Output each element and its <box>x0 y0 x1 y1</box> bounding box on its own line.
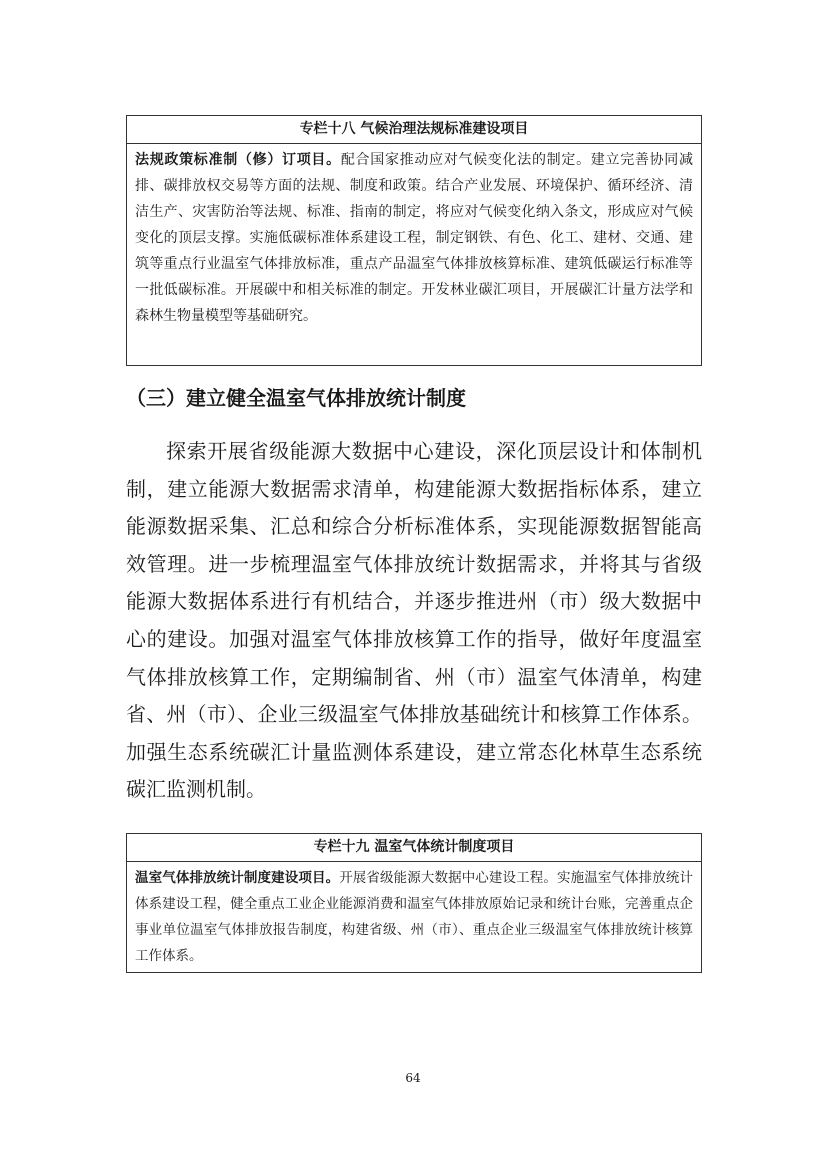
column-box-18-text: 配合国家推动应对气候变化法的制定。建立完善协同减排、碳排放权交易等方面的法规、制度和政策。结合产业发展、环境保护、循环经济、清洁生产、灾害防治等法规、标准、指南的制定，将应对气候变化纳入条文，形成应对气候变化的顶层支撑。实施低碳标准体系建设工程，制定钢铁、有色、化工、建材、交通、建筑等重点行业温室气体排放标准，重点产品温室气体排放核算标准、建筑低碳运行标准等一批低碳标准。开展碳中和相关标准的制定。开发林业碳汇项目，开展碳汇计量方法学和森林生物量模型等基础研究。 <box>135 152 694 324</box>
column-box-19-text: 开展省级能源大数据中心建设工程。实施温室气体排放统计体系建设工程，健全重点工业企业能源消费和温室气体排放原始记录和统计台账，完善重点企事业单位温室气体排放报告制度，构建省级、州（市）、重点企业三级温室气体排放统计核算工作体系。 <box>135 870 693 964</box>
column-box-19-body <box>127 862 701 973</box>
column-box-19-lead: 温室气体排放统计制度建设项目。 <box>135 870 340 886</box>
column-box-18-lead: 法规政策标准制（修）订项目。 <box>135 152 341 168</box>
body-paragraph: 探索开展省级能源大数据中心建设，深化顶层设计和体制机制，建立能源大数据需求清单，构建能源大数据指标体系，建立能源数据采集、汇总和综合分析标准体系，实现能源数据智能高效管理。进一步梳理温室气体排放统计数据需求，并将其与省级能源大数据体系进行有机结合，并逐步推进州（市）级大数据中心的建设。加强对温室气体排放核算工作的指导，做好年度温室气体排放核算工作，定期编制省、州（市）温室气体清单，构建省、州（市）、企业三级温室气体排放基础统计和核算工作体系。加强生态系统碳汇计量监测体系建设，建立常态化林草生态系统碳汇监测机制。 <box>126 439 702 802</box>
column-box-19-title: 专栏十九 温室气体统计制度项目 <box>127 834 701 862</box>
column-box-18 <box>126 115 702 366</box>
section-heading: （三）建立健全温室气体排放统计制度 <box>126 386 466 410</box>
column-box-19 <box>126 833 702 973</box>
page-number: 64 <box>405 1071 421 1085</box>
column-box-18-title: 专栏十八 气候治理法规标准建设项目 <box>127 116 701 144</box>
column-box-18-body <box>127 144 701 333</box>
